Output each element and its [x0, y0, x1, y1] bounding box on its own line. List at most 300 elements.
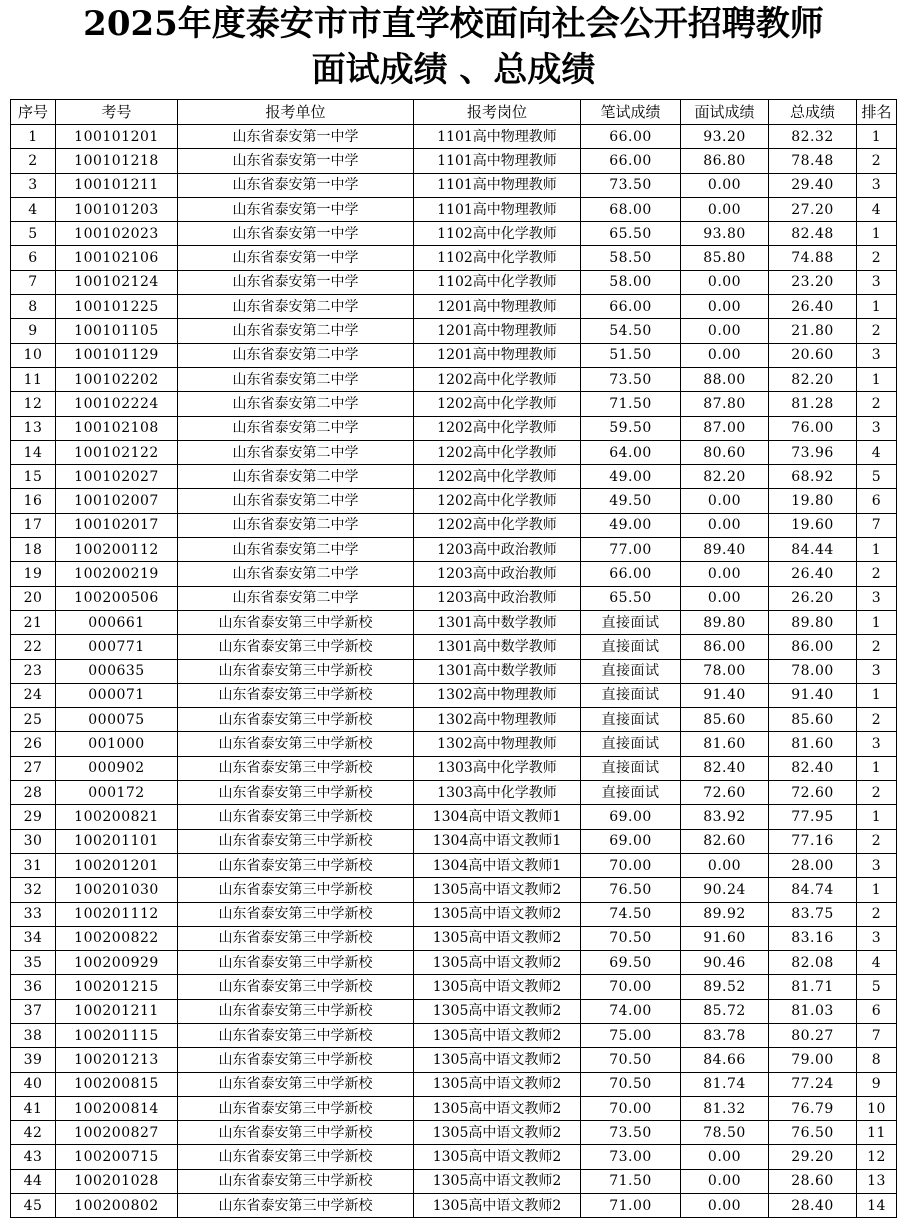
- cell-unit: 山东省泰安第二中学: [178, 465, 414, 489]
- cell-unit: 山东省泰安第二中学: [178, 440, 414, 464]
- cell-total-score: 72.60: [769, 781, 857, 805]
- cell-index: 25: [11, 708, 56, 732]
- table-row: [11, 465, 897, 489]
- cell-written-score: 73.50: [581, 1121, 681, 1145]
- cell-written-score: 64.00: [581, 440, 681, 464]
- cell-rank: 1: [857, 756, 897, 780]
- cell-total-score: 82.20: [769, 367, 857, 391]
- cell-total-score: 28.60: [769, 1169, 857, 1193]
- cell-total-score: 77.24: [769, 1072, 857, 1096]
- cell-unit: 山东省泰安第三中学新校: [178, 708, 414, 732]
- cell-rank: 1: [857, 805, 897, 829]
- cell-rank: 4: [857, 951, 897, 975]
- cell-position: 1305高中语文教师2: [414, 951, 581, 975]
- table-row: [11, 343, 897, 367]
- cell-interview-score: 0.00: [681, 295, 769, 319]
- cell-rank: 3: [857, 586, 897, 610]
- cell-rank: 12: [857, 1145, 897, 1169]
- cell-total-score: 81.03: [769, 999, 857, 1023]
- table-row: [11, 173, 897, 197]
- cell-rank: 3: [857, 343, 897, 367]
- cell-position: 1101高中物理教师: [414, 173, 581, 197]
- cell-exam-number: 100101218: [56, 149, 178, 173]
- cell-total-score: 84.74: [769, 878, 857, 902]
- table-row: [11, 1072, 897, 1096]
- table-row: [11, 781, 897, 805]
- page-title: 2025年度泰安市市直学校面向社会公开招聘教师: [83, 4, 824, 44]
- cell-interview-score: 81.32: [681, 1096, 769, 1120]
- cell-index: 11: [11, 367, 56, 391]
- cell-interview-score: 0.00: [681, 1194, 769, 1218]
- cell-unit: 山东省泰安第三中学新校: [178, 853, 414, 877]
- cell-exam-number: 100201201: [56, 853, 178, 877]
- header-interview-score: 面试成绩: [681, 100, 769, 125]
- cell-exam-number: 100101211: [56, 173, 178, 197]
- table-row: [11, 732, 897, 756]
- cell-written-score: 直接面试: [581, 708, 681, 732]
- cell-unit: 山东省泰安第三中学新校: [178, 635, 414, 659]
- table-row: [11, 683, 897, 707]
- cell-position: 1305高中语文教师2: [414, 1194, 581, 1218]
- cell-index: 37: [11, 999, 56, 1023]
- cell-exam-number: 100102122: [56, 440, 178, 464]
- cell-rank: 1: [857, 222, 897, 246]
- cell-index: 43: [11, 1145, 56, 1169]
- cell-total-score: 81.71: [769, 975, 857, 999]
- cell-index: 17: [11, 513, 56, 537]
- cell-written-score: 70.00: [581, 1096, 681, 1120]
- cell-written-score: 73.50: [581, 173, 681, 197]
- cell-written-score: 66.00: [581, 125, 681, 149]
- header-rank: 排名: [857, 100, 897, 125]
- cell-position: 1305高中语文教师2: [414, 1145, 581, 1169]
- cell-total-score: 77.95: [769, 805, 857, 829]
- cell-exam-number: 100102106: [56, 246, 178, 270]
- cell-rank: 6: [857, 999, 897, 1023]
- cell-rank: 1: [857, 295, 897, 319]
- cell-index: 5: [11, 222, 56, 246]
- cell-rank: 1: [857, 610, 897, 634]
- cell-position: 1203高中政治教师: [414, 562, 581, 586]
- cell-index: 3: [11, 173, 56, 197]
- cell-written-score: 69.50: [581, 951, 681, 975]
- cell-total-score: 78.48: [769, 149, 857, 173]
- cell-total-score: 82.48: [769, 222, 857, 246]
- cell-unit: 山东省泰安第二中学: [178, 367, 414, 391]
- cell-position: 1202高中化学教师: [414, 416, 581, 440]
- cell-written-score: 66.00: [581, 149, 681, 173]
- cell-rank: 4: [857, 197, 897, 221]
- cell-total-score: 26.20: [769, 586, 857, 610]
- cell-interview-score: 72.60: [681, 781, 769, 805]
- cell-index: 6: [11, 246, 56, 270]
- cell-position: 1202高中化学教师: [414, 513, 581, 537]
- cell-written-score: 77.00: [581, 538, 681, 562]
- cell-position: 1305高中语文教师2: [414, 878, 581, 902]
- cell-interview-score: 85.80: [681, 246, 769, 270]
- cell-exam-number: 100102108: [56, 416, 178, 440]
- cell-index: 14: [11, 440, 56, 464]
- cell-unit: 山东省泰安第三中学新校: [178, 829, 414, 853]
- cell-interview-score: 87.00: [681, 416, 769, 440]
- cell-unit: 山东省泰安第三中学新校: [178, 1096, 414, 1120]
- table-row: [11, 416, 897, 440]
- cell-unit: 山东省泰安第一中学: [178, 173, 414, 197]
- cell-interview-score: 90.46: [681, 951, 769, 975]
- cell-index: 32: [11, 878, 56, 902]
- cell-written-score: 54.50: [581, 319, 681, 343]
- cell-interview-score: 81.60: [681, 732, 769, 756]
- table-row: [11, 659, 897, 683]
- cell-rank: 1: [857, 367, 897, 391]
- cell-unit: 山东省泰安第二中学: [178, 416, 414, 440]
- cell-written-score: 69.00: [581, 805, 681, 829]
- cell-total-score: 29.20: [769, 1145, 857, 1169]
- table-row: [11, 975, 897, 999]
- cell-total-score: 26.40: [769, 562, 857, 586]
- cell-written-score: 直接面试: [581, 610, 681, 634]
- cell-position: 1301高中数学教师: [414, 610, 581, 634]
- cell-index: 1: [11, 125, 56, 149]
- cell-exam-number: 100200112: [56, 538, 178, 562]
- cell-index: 45: [11, 1194, 56, 1218]
- cell-rank: 14: [857, 1194, 897, 1218]
- cell-unit: 山东省泰安第三中学新校: [178, 683, 414, 707]
- cell-interview-score: 0.00: [681, 1169, 769, 1193]
- cell-rank: 5: [857, 975, 897, 999]
- cell-interview-score: 85.60: [681, 708, 769, 732]
- cell-total-score: 73.96: [769, 440, 857, 464]
- cell-rank: 10: [857, 1096, 897, 1120]
- cell-interview-score: 83.78: [681, 1023, 769, 1047]
- cell-interview-score: 0.00: [681, 1145, 769, 1169]
- cell-rank: 1: [857, 878, 897, 902]
- cell-interview-score: 89.52: [681, 975, 769, 999]
- cell-rank: 13: [857, 1169, 897, 1193]
- cell-unit: 山东省泰安第二中学: [178, 586, 414, 610]
- cell-index: 33: [11, 902, 56, 926]
- cell-position: 1305高中语文教师2: [414, 975, 581, 999]
- cell-total-score: 85.60: [769, 708, 857, 732]
- header-total-score: 总成绩: [769, 100, 857, 125]
- cell-unit: 山东省泰安第一中学: [178, 197, 414, 221]
- cell-rank: 6: [857, 489, 897, 513]
- cell-total-score: 21.80: [769, 319, 857, 343]
- cell-rank: 1: [857, 125, 897, 149]
- cell-exam-number: 100102027: [56, 465, 178, 489]
- cell-written-score: 71.00: [581, 1194, 681, 1218]
- cell-unit: 山东省泰安第三中学新校: [178, 610, 414, 634]
- cell-interview-score: 89.80: [681, 610, 769, 634]
- cell-position: 1301高中数学教师: [414, 659, 581, 683]
- cell-exam-number: 100101225: [56, 295, 178, 319]
- cell-index: 2: [11, 149, 56, 173]
- cell-index: 24: [11, 683, 56, 707]
- cell-total-score: 26.40: [769, 295, 857, 319]
- cell-exam-number: 100200822: [56, 926, 178, 950]
- cell-interview-score: 85.72: [681, 999, 769, 1023]
- cell-exam-number: 100102202: [56, 367, 178, 391]
- cell-index: 27: [11, 756, 56, 780]
- cell-total-score: 23.20: [769, 270, 857, 294]
- cell-exam-number: 100201213: [56, 1048, 178, 1072]
- cell-unit: 山东省泰安第二中学: [178, 538, 414, 562]
- cell-rank: 11: [857, 1121, 897, 1145]
- cell-interview-score: 0.00: [681, 562, 769, 586]
- cell-unit: 山东省泰安第一中学: [178, 270, 414, 294]
- cell-total-score: 76.79: [769, 1096, 857, 1120]
- cell-interview-score: 93.80: [681, 222, 769, 246]
- cell-rank: 2: [857, 708, 897, 732]
- table-row: [11, 610, 897, 634]
- cell-exam-number: 000902: [56, 756, 178, 780]
- table-row: [11, 805, 897, 829]
- cell-written-score: 49.50: [581, 489, 681, 513]
- cell-total-score: 80.27: [769, 1023, 857, 1047]
- cell-written-score: 直接面试: [581, 683, 681, 707]
- cell-exam-number: 100201115: [56, 1023, 178, 1047]
- cell-position: 1102高中化学教师: [414, 222, 581, 246]
- table-row: [11, 319, 897, 343]
- cell-rank: 9: [857, 1072, 897, 1096]
- cell-written-score: 71.50: [581, 1169, 681, 1193]
- cell-index: 20: [11, 586, 56, 610]
- cell-position: 1304高中语文教师1: [414, 853, 581, 877]
- cell-written-score: 直接面试: [581, 732, 681, 756]
- cell-interview-score: 0.00: [681, 173, 769, 197]
- cell-written-score: 70.50: [581, 1072, 681, 1096]
- cell-position: 1304高中语文教师1: [414, 829, 581, 853]
- cell-rank: 2: [857, 562, 897, 586]
- cell-interview-score: 0.00: [681, 853, 769, 877]
- cell-index: 22: [11, 635, 56, 659]
- cell-unit: 山东省泰安第三中学新校: [178, 975, 414, 999]
- cell-index: 21: [11, 610, 56, 634]
- cell-unit: 山东省泰安第一中学: [178, 246, 414, 270]
- cell-written-score: 直接面试: [581, 635, 681, 659]
- cell-written-score: 58.50: [581, 246, 681, 270]
- cell-rank: 7: [857, 513, 897, 537]
- cell-position: 1202高中化学教师: [414, 392, 581, 416]
- cell-written-score: 69.00: [581, 829, 681, 853]
- cell-position: 1303高中化学教师: [414, 781, 581, 805]
- cell-written-score: 71.50: [581, 392, 681, 416]
- cell-position: 1301高中数学教师: [414, 635, 581, 659]
- cell-total-score: 19.60: [769, 513, 857, 537]
- cell-interview-score: 0.00: [681, 586, 769, 610]
- header-index: 序号: [11, 100, 56, 125]
- cell-rank: 2: [857, 902, 897, 926]
- cell-index: 18: [11, 538, 56, 562]
- cell-position: 1201高中物理教师: [414, 343, 581, 367]
- cell-interview-score: 0.00: [681, 319, 769, 343]
- cell-exam-number: 000771: [56, 635, 178, 659]
- cell-unit: 山东省泰安第三中学新校: [178, 732, 414, 756]
- cell-position: 1305高中语文教师2: [414, 1096, 581, 1120]
- table-row: [11, 489, 897, 513]
- cell-rank: 3: [857, 853, 897, 877]
- table-row: [11, 1048, 897, 1072]
- cell-unit: 山东省泰安第一中学: [178, 222, 414, 246]
- cell-rank: 3: [857, 416, 897, 440]
- cell-exam-number: 100200802: [56, 1194, 178, 1218]
- cell-total-score: 82.08: [769, 951, 857, 975]
- cell-total-score: 74.88: [769, 246, 857, 270]
- cell-total-score: 83.16: [769, 926, 857, 950]
- cell-index: 15: [11, 465, 56, 489]
- cell-total-score: 82.32: [769, 125, 857, 149]
- cell-position: 1101高中物理教师: [414, 149, 581, 173]
- cell-unit: 山东省泰安第三中学新校: [178, 926, 414, 950]
- cell-index: 13: [11, 416, 56, 440]
- cell-interview-score: 86.00: [681, 635, 769, 659]
- cell-position: 1202高中化学教师: [414, 489, 581, 513]
- cell-index: 34: [11, 926, 56, 950]
- cell-unit: 山东省泰安第三中学新校: [178, 902, 414, 926]
- cell-exam-number: 100201211: [56, 999, 178, 1023]
- table-row: [11, 538, 897, 562]
- cell-written-score: 49.00: [581, 465, 681, 489]
- table-row: [11, 149, 897, 173]
- header-exam-number: 考号: [56, 100, 178, 125]
- table-header-row: [11, 100, 897, 125]
- page-subtitle: 面试成绩 、总成绩: [311, 50, 596, 90]
- table-row: [11, 562, 897, 586]
- table-row: [11, 270, 897, 294]
- cell-written-score: 73.50: [581, 367, 681, 391]
- cell-position: 1102高中化学教师: [414, 246, 581, 270]
- table-row: [11, 367, 897, 391]
- table-row: [11, 708, 897, 732]
- cell-interview-score: 84.66: [681, 1048, 769, 1072]
- cell-interview-score: 83.92: [681, 805, 769, 829]
- cell-exam-number: 100101203: [56, 197, 178, 221]
- cell-index: 7: [11, 270, 56, 294]
- cell-exam-number: 100200715: [56, 1145, 178, 1169]
- cell-unit: 山东省泰安第二中学: [178, 295, 414, 319]
- table-row: [11, 1096, 897, 1120]
- cell-written-score: 68.00: [581, 197, 681, 221]
- cell-written-score: 73.00: [581, 1145, 681, 1169]
- table-row: [11, 392, 897, 416]
- table-row: [11, 951, 897, 975]
- cell-index: 39: [11, 1048, 56, 1072]
- cell-interview-score: 87.80: [681, 392, 769, 416]
- table-row: [11, 246, 897, 270]
- cell-unit: 山东省泰安第一中学: [178, 125, 414, 149]
- cell-exam-number: 100102023: [56, 222, 178, 246]
- table-row: [11, 999, 897, 1023]
- cell-written-score: 66.00: [581, 295, 681, 319]
- cell-index: 4: [11, 197, 56, 221]
- cell-total-score: 91.40: [769, 683, 857, 707]
- cell-position: 1305高中语文教师2: [414, 926, 581, 950]
- cell-interview-score: 89.92: [681, 902, 769, 926]
- cell-index: 10: [11, 343, 56, 367]
- cell-exam-number: 100200814: [56, 1096, 178, 1120]
- cell-index: 36: [11, 975, 56, 999]
- cell-rank: 5: [857, 465, 897, 489]
- cell-rank: 3: [857, 270, 897, 294]
- cell-interview-score: 93.20: [681, 125, 769, 149]
- cell-written-score: 直接面试: [581, 781, 681, 805]
- cell-unit: 山东省泰安第二中学: [178, 489, 414, 513]
- cell-position: 1305高中语文教师2: [414, 1169, 581, 1193]
- cell-unit: 山东省泰安第三中学新校: [178, 756, 414, 780]
- cell-index: 40: [11, 1072, 56, 1096]
- cell-exam-number: 100101105: [56, 319, 178, 343]
- cell-position: 1201高中物理教师: [414, 319, 581, 343]
- cell-exam-number: 000635: [56, 659, 178, 683]
- cell-exam-number: 100102124: [56, 270, 178, 294]
- cell-index: 30: [11, 829, 56, 853]
- cell-written-score: 70.50: [581, 926, 681, 950]
- cell-exam-number: 100200815: [56, 1072, 178, 1096]
- cell-rank: 2: [857, 829, 897, 853]
- cell-index: 38: [11, 1023, 56, 1047]
- cell-position: 1305高中语文教师2: [414, 1023, 581, 1047]
- cell-interview-score: 81.74: [681, 1072, 769, 1096]
- cell-interview-score: 82.40: [681, 756, 769, 780]
- cell-unit: 山东省泰安第三中学新校: [178, 805, 414, 829]
- cell-position: 1304高中语文教师1: [414, 805, 581, 829]
- cell-exam-number: 001000: [56, 732, 178, 756]
- table-row: [11, 853, 897, 877]
- table-row: [11, 1169, 897, 1193]
- cell-position: 1305高中语文教师2: [414, 1048, 581, 1072]
- cell-exam-number: 000075: [56, 708, 178, 732]
- cell-position: 1303高中化学教师: [414, 756, 581, 780]
- table-row: [11, 756, 897, 780]
- cell-unit: 山东省泰安第二中学: [178, 343, 414, 367]
- cell-position: 1101高中物理教师: [414, 197, 581, 221]
- cell-unit: 山东省泰安第二中学: [178, 392, 414, 416]
- cell-rank: 2: [857, 246, 897, 270]
- cell-unit: 山东省泰安第三中学新校: [178, 1169, 414, 1193]
- cell-written-score: 75.00: [581, 1023, 681, 1047]
- cell-rank: 3: [857, 926, 897, 950]
- cell-exam-number: 100200506: [56, 586, 178, 610]
- cell-index: 35: [11, 951, 56, 975]
- cell-exam-number: 100201028: [56, 1169, 178, 1193]
- cell-position: 1305高中语文教师2: [414, 999, 581, 1023]
- cell-written-score: 49.00: [581, 513, 681, 537]
- cell-interview-score: 0.00: [681, 270, 769, 294]
- cell-rank: 1: [857, 683, 897, 707]
- cell-total-score: 86.00: [769, 635, 857, 659]
- cell-written-score: 74.00: [581, 999, 681, 1023]
- cell-position: 1305高中语文教师2: [414, 902, 581, 926]
- cell-index: 23: [11, 659, 56, 683]
- cell-total-score: 19.80: [769, 489, 857, 513]
- header-written-score: 笔试成绩: [581, 100, 681, 125]
- cell-unit: 山东省泰安第三中学新校: [178, 1023, 414, 1047]
- cell-rank: 7: [857, 1023, 897, 1047]
- table-row: [11, 125, 897, 149]
- cell-exam-number: 100200929: [56, 951, 178, 975]
- cell-position: 1202高中化学教师: [414, 465, 581, 489]
- cell-rank: 1: [857, 538, 897, 562]
- cell-total-score: 28.00: [769, 853, 857, 877]
- cell-rank: 2: [857, 319, 897, 343]
- cell-unit: 山东省泰安第二中学: [178, 319, 414, 343]
- cell-unit: 山东省泰安第三中学新校: [178, 951, 414, 975]
- cell-exam-number: 000661: [56, 610, 178, 634]
- cell-index: 12: [11, 392, 56, 416]
- cell-position: 1302高中物理教师: [414, 732, 581, 756]
- cell-position: 1203高中政治教师: [414, 586, 581, 610]
- cell-position: 1202高中化学教师: [414, 367, 581, 391]
